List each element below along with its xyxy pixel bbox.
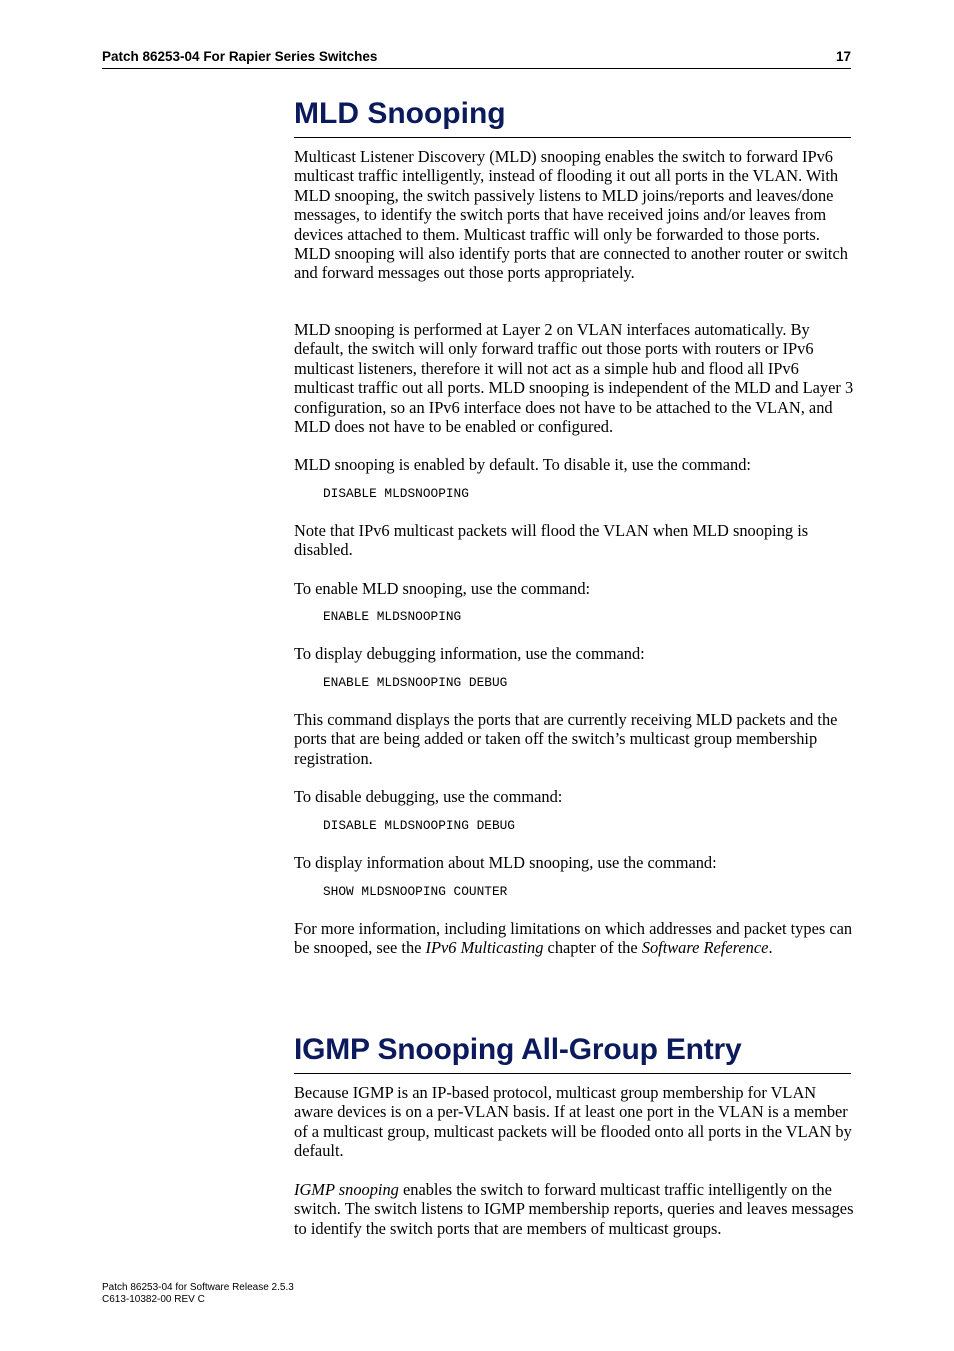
- mld-paragraph-1: Multicast Listener Discovery (MLD) snooping enables the switch to forward IPv6 multicast traffic intelligently, instead of flooding it out all ports in the VLAN. With MLD snooping, the switch passively listens to MLD joins/reports and leaves/done messages, to identify the switch ports that have received joins and/or leaves from devices attached to them. Multicast traffic will only be forwarded to those ports. MLD snooping will also identify ports that are connected to another router or switch and forward messages out those ports appropriately.: [294, 147, 848, 283]
- command-enable-mldsnooping: ENABLE MLDSNOOPING: [323, 609, 462, 624]
- command-disable-mldsnooping-debug: DISABLE MLDSNOOPING DEBUG: [323, 818, 515, 833]
- page-footer: [102, 1282, 294, 1306]
- mld-paragraph-2: MLD snooping is performed at Layer 2 on VLAN interfaces automatically. By default, the switch will only forward traffic out those ports with routers or IPv6 multicast listeners, therefore it will not act as a simple hub and flood all IPv6 multicast traffic out all ports. MLD snooping is independent of the MLD and Layer 3 configuration, so an IPv6 interface does not have to be attached to the VLAN, and MLD does not have to be enabled or configured.: [294, 320, 854, 437]
- igmp-paragraph-2: IGMP snooping enables the switch to forward multicast traffic intelligently on the switch. The switch listens to IGMP membership reports, queries and leaves messages to identify the switch ports that are members of multicast groups.: [294, 1180, 854, 1238]
- mld-paragraph-5: To enable MLD snooping, use the command:: [294, 579, 591, 598]
- mld-paragraph-3: MLD snooping is enabled by default. To disable it, use the command:: [294, 455, 751, 474]
- mld-paragraph-6: To display debugging information, use the command:: [294, 644, 645, 663]
- igmp-snooping-heading: IGMP Snooping All-Group Entry: [294, 1033, 851, 1074]
- mld-snooping-heading: MLD Snooping: [294, 97, 851, 138]
- igmp-paragraph-1: Because IGMP is an IP-based protocol, multicast group membership for VLAN aware devices is on a per-VLAN basis. If at least one port in the VLAN is a member of a multicast group, multicast packets will be flooded onto all ports in the VLAN by default.: [294, 1083, 852, 1161]
- command-enable-mldsnooping-debug: ENABLE MLDSNOOPING DEBUG: [323, 675, 508, 690]
- command-show-mldsnooping-counter: SHOW MLDSNOOPING COUNTER: [323, 884, 508, 899]
- footer-doc-id: C613-10382-00 REV C: [102, 1294, 205, 1305]
- footer-release: Patch 86253-04 for Software Release 2.5.3: [102, 1282, 294, 1293]
- page-number: 17: [835, 49, 851, 64]
- header-title: Patch 86253-04 For Rapier Series Switches: [102, 49, 378, 64]
- mld-paragraph-7: This command displays the ports that are currently receiving MLD packets and the ports that are being added or taken off the switch’s multicast group membership registration.: [294, 710, 838, 768]
- command-disable-mldsnooping: DISABLE MLDSNOOPING: [323, 486, 469, 501]
- mld-paragraph-4: Note that IPv6 multicast packets will flood the VLAN when MLD snooping is disabled.: [294, 521, 809, 560]
- link-ipv6-multicasting: IPv6 Multicasting: [425, 938, 544, 958]
- mld-paragraph-8: To disable debugging, use the command:: [294, 787, 563, 806]
- link-software-reference: Software Reference: [641, 938, 769, 958]
- mld-paragraph-10: For more information, including limitations on which addresses and packet types can be snooped, see the IPv6 Multicasting chapter of the Software Reference.: [294, 919, 853, 958]
- mld-paragraph-9: To display information about MLD snooping, use the command:: [294, 853, 717, 872]
- page-header: [102, 47, 851, 69]
